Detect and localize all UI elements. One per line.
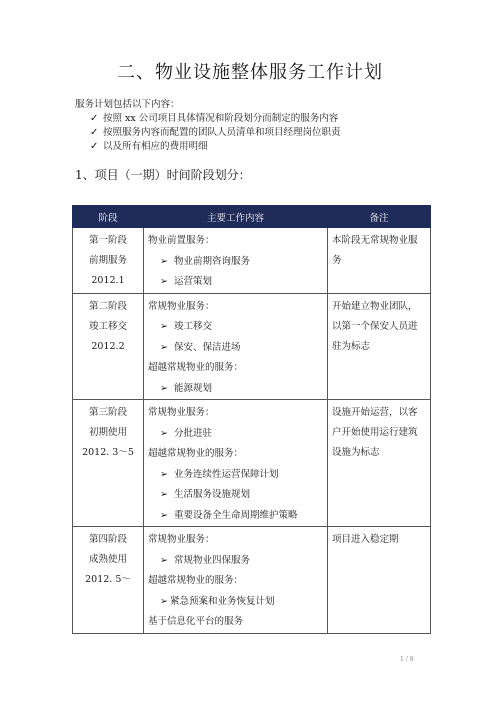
stage-line: 竣工移交 xyxy=(88,320,127,332)
note-cell: 本阶段无常规物业服务 xyxy=(328,228,431,294)
arrow-right-icon: ➢ xyxy=(160,321,168,332)
stage-line: 成熟使用 xyxy=(88,554,127,565)
content-cell xyxy=(144,293,328,400)
content-subitem-label: 运营策划 xyxy=(174,276,213,287)
stage-line: 第四阶段 xyxy=(88,534,127,545)
content-heading: 常规物业服务： xyxy=(148,407,215,418)
stage-line: 前期服务 xyxy=(88,255,127,266)
stage-cell xyxy=(73,293,144,400)
content-heading: 超越常规物业的服务： xyxy=(148,448,244,459)
content-subitem-label: 能源规划 xyxy=(174,382,213,394)
content-subitem-label: 重要设备全生命周期维护策略 xyxy=(174,509,298,521)
check-icon: ✓ xyxy=(90,113,99,124)
intro-list xyxy=(75,112,341,154)
content-subitem-label: 紧急预案和业务恢复计划 xyxy=(170,595,275,607)
check-icon: ✓ xyxy=(90,141,99,152)
content-subitem xyxy=(148,317,323,338)
content-subitem xyxy=(148,551,323,572)
content-subitem xyxy=(148,252,323,273)
page-title: 二、物业设施整体服务工作计划 xyxy=(117,62,383,83)
section-heading: 1、项目（一期）时间阶段划分： xyxy=(75,168,251,182)
stage-line: 第二阶段 xyxy=(88,300,127,312)
stage-line: 2012.1 xyxy=(91,275,125,286)
stage-line: 初期使用 xyxy=(88,427,127,438)
stage-cell xyxy=(73,228,144,294)
content-subitem-label: 保安、保洁进场 xyxy=(174,341,241,353)
table-header-row xyxy=(73,206,431,228)
content-heading: 基于信息化平台的服务 xyxy=(148,616,244,627)
arrow-right-icon: ➢ xyxy=(160,427,168,439)
phase-table xyxy=(72,205,431,634)
stage-line: 第三阶段 xyxy=(88,407,127,418)
arrow-right-icon: ➢ xyxy=(160,468,168,480)
intro-item: ✓ 按照 xx 公司项目具体情况和阶段划分而制定的服务内容 xyxy=(90,113,339,124)
stage-cell xyxy=(73,400,144,527)
content-subitem xyxy=(148,379,323,400)
check-icon: ✓ xyxy=(90,127,99,138)
content-cell xyxy=(144,228,328,294)
table-row xyxy=(73,527,431,634)
table-row xyxy=(73,293,431,400)
content-subitem xyxy=(148,338,323,359)
stage-line: 2012.2 xyxy=(91,340,125,352)
arrow-right-icon: ➢ xyxy=(160,554,168,566)
table-row xyxy=(73,228,431,294)
arrow-right-icon: ➢ xyxy=(160,489,168,500)
header-stage: 阶段 xyxy=(73,206,144,228)
stage-cell xyxy=(73,527,144,634)
content-subitem xyxy=(148,485,323,506)
content-subitem-label: 分批进驻 xyxy=(174,427,213,439)
content-heading: 物业前置服务： xyxy=(148,235,215,246)
content-heading: 超越常规物业的服务： xyxy=(148,575,244,586)
note-cell: 项目进入稳定期 xyxy=(328,527,431,634)
arrow-right-icon: ➢ xyxy=(160,509,168,521)
content-subitem xyxy=(148,465,323,486)
content-subitem-label: 物业前期咨询服务 xyxy=(174,255,251,267)
note-cell: 开始建立物业团队，以第一个保安人员进驻为标志 xyxy=(328,293,431,400)
arrow-right-icon: ➢ xyxy=(160,341,168,353)
arrow-right-icon: ➢ xyxy=(160,595,168,607)
content-subitem xyxy=(148,272,323,293)
content-cell xyxy=(144,400,328,527)
stage-line: 2012. 5～ xyxy=(85,574,131,585)
intro-lead: 服务计划包括以下内容： xyxy=(75,99,180,110)
arrow-right-icon: ➢ xyxy=(160,276,168,287)
stage-line: 2012. 3～5 xyxy=(82,447,134,458)
intro-item: ✓ 按照服务内容而配置的团队人员清单和项目经理岗位职责 xyxy=(90,127,341,138)
table-row xyxy=(73,400,431,527)
arrow-right-icon: ➢ xyxy=(160,382,168,394)
content-subitem xyxy=(148,506,323,527)
content-subitem-label: 常规物业四保服务 xyxy=(174,554,251,566)
content-subitem-label: 竣工移交 xyxy=(174,321,213,332)
stage-line: 第一阶段 xyxy=(88,235,127,246)
content-subitem-label: 生活服务设施规划 xyxy=(174,489,251,500)
content-heading: 常规物业服务： xyxy=(148,534,215,545)
content-subitem-label: 业务连续性运营保障计划 xyxy=(174,468,279,480)
page-number: 1 / 8 xyxy=(400,656,414,663)
note-cell: 设施开始运营，以客户开始使用运行建筑设施为标志 xyxy=(328,400,431,527)
content-subitem xyxy=(148,424,323,445)
content-heading: 常规物业服务： xyxy=(148,300,215,312)
content-heading: 超越常规物业的服务： xyxy=(148,362,244,373)
content-subitem xyxy=(148,592,323,613)
intro-item: ✓ 以及所有相应的费用明细 xyxy=(90,141,208,152)
content-cell xyxy=(144,527,328,634)
arrow-right-icon: ➢ xyxy=(160,255,168,267)
intro-block xyxy=(75,98,341,154)
header-note: 备注 xyxy=(328,206,431,228)
header-content: 主要工作内容 xyxy=(144,206,328,228)
